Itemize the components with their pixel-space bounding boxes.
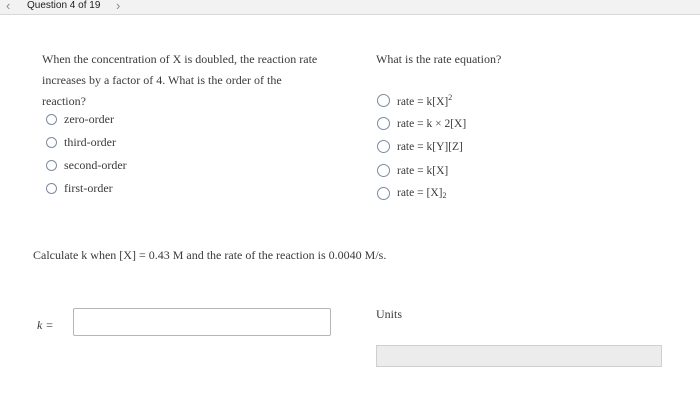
order-question-line-2: increases by a factor of 4. What is the order of the [42,73,282,87]
radio-button-icon[interactable] [377,117,390,130]
rate-option-5[interactable] [377,187,446,200]
radio-button-icon[interactable] [377,164,390,177]
rate-option-1[interactable] [377,93,452,108]
rate-rhs: k[X] [426,96,449,108]
radio-button-icon[interactable] [377,187,390,200]
rate-rhs: k × 2[X] [426,117,467,130]
rate-option-2[interactable] [377,117,466,130]
order-option-zero[interactable] [46,112,114,127]
question-counter: Question 4 of 19 [27,0,101,11]
question-nav-bar [0,0,700,15]
rate-lhs: rate [397,140,415,153]
rate-option-3[interactable] [377,140,463,153]
radio-button-icon[interactable] [46,114,57,125]
equals-sign: = [417,96,424,108]
rate-option-label [397,118,466,130]
subscript: 2 [442,191,447,200]
previous-question-icon[interactable]: ‹ [6,0,11,13]
radio-button-icon[interactable] [377,94,390,107]
next-question-icon[interactable]: › [116,0,121,13]
order-option-third[interactable] [46,135,116,150]
rate-option-label [397,141,463,153]
radio-button-icon[interactable] [377,140,390,153]
rate-option-label [397,165,448,177]
order-question-line-1: When the concentration of X is doubled, the reaction rate [42,52,318,66]
rate-option-label [397,187,446,200]
rate-option-4[interactable] [377,164,448,177]
order-option-label: third-order [64,135,116,149]
calculation-prompt: Calculate k when [X] = 0.43 M and the rate of the reaction is 0.0040 M/s. [33,248,387,262]
rate-lhs: rate [397,96,415,108]
order-option-label: first-order [64,181,113,195]
rate-lhs: rate [397,164,415,177]
radio-button-icon[interactable] [46,183,57,194]
exponent: 2 [448,93,453,102]
k-label: k = [37,318,54,332]
order-option-label: second-order [64,158,127,172]
k-input-field[interactable] [73,308,331,336]
rate-rhs: [X] [426,187,443,199]
rate-option-label [397,93,452,108]
rate-rhs: k[Y][Z] [426,140,463,153]
rate-lhs: rate [397,117,415,130]
rate-lhs: rate [397,187,415,199]
order-option-label: zero-order [64,112,114,126]
rate-question-prompt: What is the rate equation? [376,52,502,66]
units-label: Units [376,307,403,321]
radio-button-icon[interactable] [46,137,57,148]
order-question-line-3: reaction? [42,94,86,108]
rate-rhs: k[X] [426,164,449,177]
order-option-first[interactable] [46,181,113,196]
equals-sign: = [417,164,424,177]
equals-sign: = [417,187,424,199]
units-dropdown[interactable] [376,345,662,367]
equals-sign: = [417,117,424,130]
equals-sign: = [417,140,424,153]
radio-button-icon[interactable] [46,160,57,171]
order-option-second[interactable] [46,158,127,173]
